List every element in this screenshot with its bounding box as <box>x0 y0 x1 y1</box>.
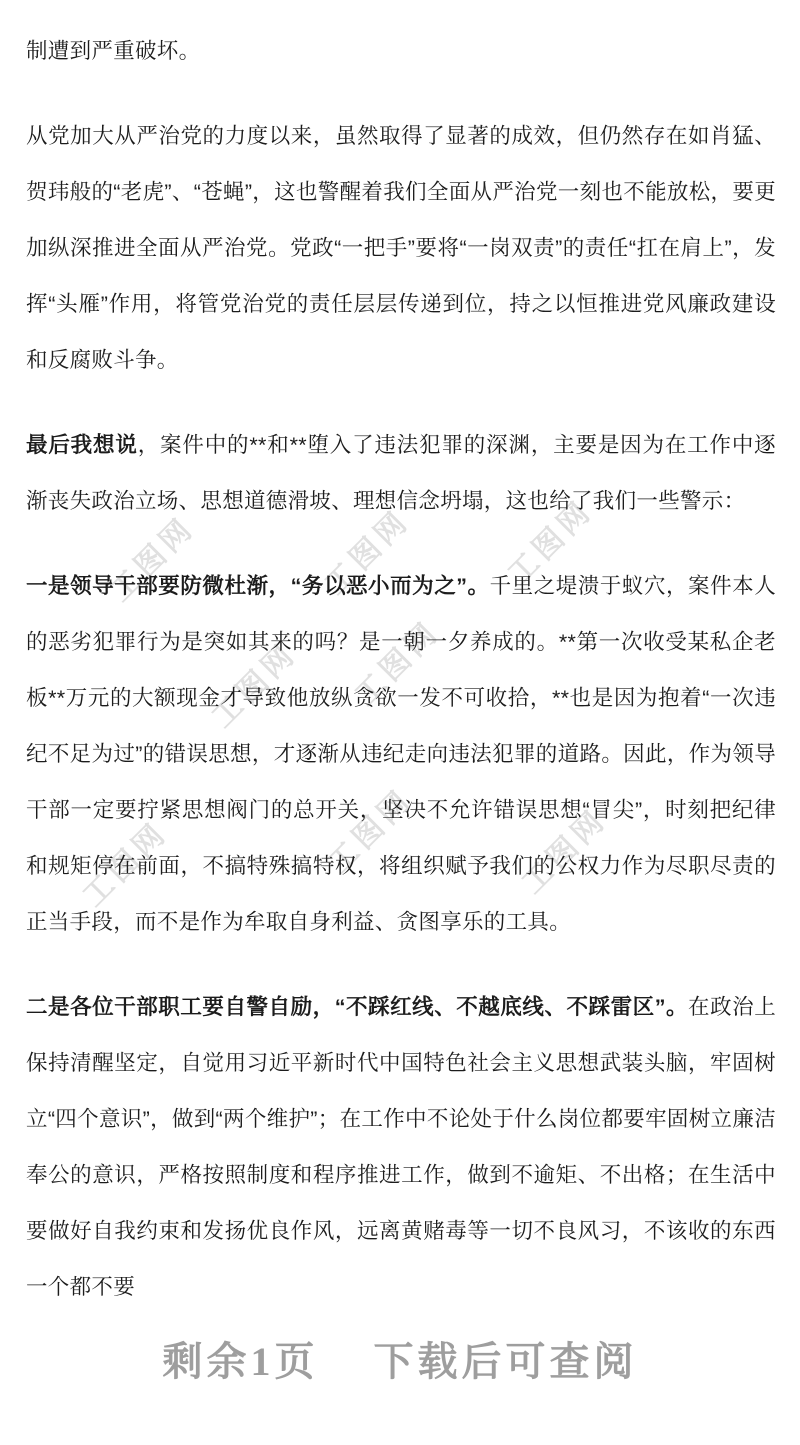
paragraph <box>26 108 776 388</box>
watermark-text: 工图网 <box>348 614 447 713</box>
watermark-text: 工图网 <box>76 815 175 914</box>
paragraph-text: 制遭到严重破坏。 <box>26 39 201 63</box>
watermark-text: 工图网 <box>318 503 417 602</box>
paragraph-text: 在政治上保持清醒坚定，自觉用习近平新时代中国特色社会主义思想武装头脑，牢固树立“四个意识”，做到“两个维护”；在工作中不论处于什么岗位都要牢固树立廉洁奉公的意识，严格按照制度和程序推进工作，做到不逾矩、不出格；在生活中要做好自我约束和发扬优良作风，远离黄赌毒等一切不良风习，不该收的东西一个都不要 <box>26 995 776 1299</box>
download-footer <box>0 1330 800 1387</box>
watermark-text: 工图网 <box>501 493 600 592</box>
paragraph-lead-bold: 二是各位干部职工要自警自励，“不踩红线、不越底线、不踩雷区”。 <box>26 995 689 1019</box>
paragraph-lead-bold: 最后我想说 <box>26 433 138 457</box>
paragraph <box>26 23 776 79</box>
watermark-text: 工图网 <box>321 782 420 881</box>
pages-remaining-label: 剩余1页 <box>162 1339 319 1384</box>
paragraph <box>26 417 776 529</box>
watermark-text: 工图网 <box>205 636 304 735</box>
watermark-text: 工图网 <box>515 802 614 901</box>
paragraph-text: 千里之堤溃于蚁穴，案件本人的恶劣犯罪行为是突如其来的吗？是一朝一夕养成的。**第一次收受某私企老板**万元的大额现金才导致他放纵贪欲一发不可收拾，**也是因为抱着“一次违纪不足为过”的错误思想，才逐渐从违纪走向违法犯罪的道路。因此，作为领导干部一定要拧紧思想阀门的总开关，坚决不允许错误思想“冒尖”，时刻把纪律和规矩停在前面，不搞特殊搞特权，将组织赋予我们的公权力作为尽职尽责的正当手段，而不是作为牟取自身利益、贪图享乐的工具。 <box>26 574 776 934</box>
paragraph-lead-bold: 一是领导干部要防微杜渐，“务以恶小而为之”。 <box>26 574 490 598</box>
paragraph <box>26 558 776 950</box>
paragraph-text: 从党加大从严治党的力度以来，虽然取得了显著的成效，但仍然存在如肖猛、贺玮般的“老虎”、“苍蝇”，这也警醒着我们全面从严治党一刻也不能放松，要更加纵深推进全面从严治党。党政“一把手”要将“一岗双责”的责任“扛在肩上”，发挥“头雁”作用，将管党治党的责任层层传递到位，持之以恒推进党风廉政建设和反腐败斗争。 <box>26 124 776 372</box>
paragraph <box>26 979 776 1315</box>
watermark-text: 工图网 <box>103 510 202 609</box>
download-hint-label: 下载后可查阅 <box>373 1339 638 1384</box>
paragraph-text: ，案件中的**和**堕入了违法犯罪的深渊，主要是因为在工作中逐渐丧失政治立场、思想道德滑坡、理想信念坍塌，这也给了我们一些警示： <box>26 433 776 513</box>
